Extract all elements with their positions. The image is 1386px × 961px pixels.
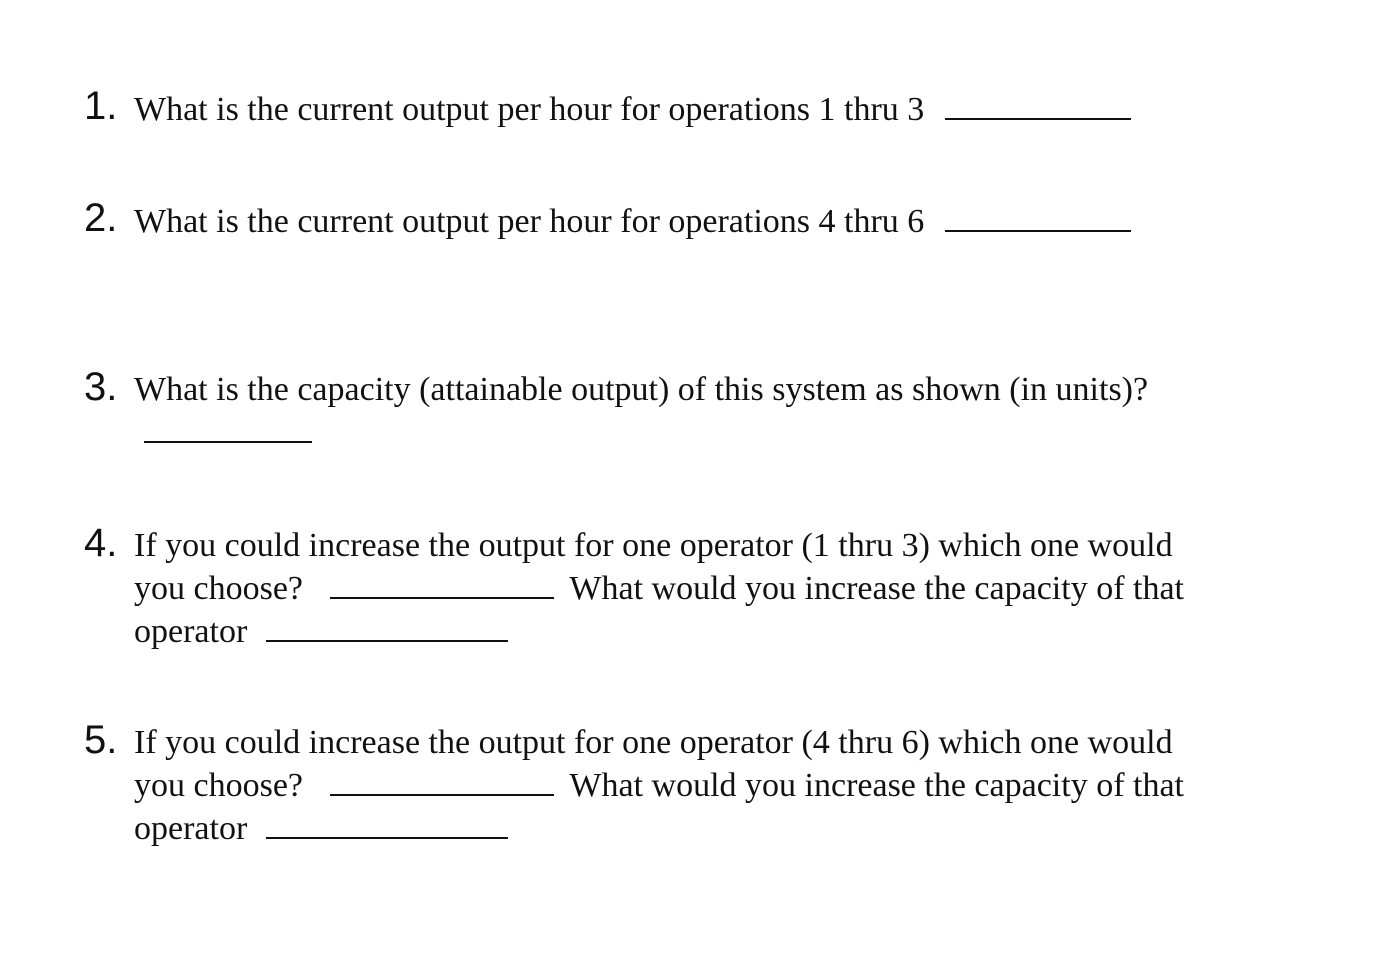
- question-text-line-2: [134, 764, 1184, 807]
- capacity-blank[interactable]: [266, 807, 508, 839]
- increase-label: What would you increase the capacity of that: [569, 767, 1184, 804]
- question-text-row: [134, 88, 1131, 131]
- answer-blank[interactable]: [945, 88, 1131, 120]
- operator-choice-blank[interactable]: [330, 567, 554, 599]
- operator-label: operator: [134, 613, 248, 650]
- increase-label: What would you increase the capacity of that: [569, 570, 1184, 607]
- operator-choice-blank[interactable]: [330, 764, 554, 796]
- operator-label: operator: [134, 810, 248, 847]
- question-text-line-1: If you could increase the output for one operator (1 thru 3) which one would: [134, 527, 1173, 564]
- question-number: 3.: [84, 365, 118, 409]
- question-text-line-3: [134, 610, 1184, 653]
- question-text-row: [134, 369, 1148, 454]
- question-text-line-2: [134, 567, 1184, 610]
- question-text-line-1: If you could increase the output for one operator (4 thru 6) which one would: [134, 724, 1173, 761]
- question-text-line-3: [134, 807, 1184, 850]
- question-text-row: [134, 200, 1131, 243]
- answer-blank[interactable]: [144, 411, 312, 443]
- question-text: What is the current output per hour for operations 1 thru 3: [134, 91, 925, 128]
- answer-blank[interactable]: [945, 200, 1131, 232]
- answer-line: [134, 411, 1148, 454]
- question-text: What is the capacity (attainable output) of this system as shown (in units)?: [134, 371, 1149, 408]
- question-number: 2.: [84, 196, 118, 240]
- choose-label: you choose?: [134, 570, 304, 607]
- capacity-blank[interactable]: [266, 610, 508, 642]
- question-number: 1.: [84, 84, 118, 128]
- question-text-block: [134, 722, 1184, 850]
- choose-label: you choose?: [134, 767, 304, 804]
- question-text-block: [134, 525, 1184, 653]
- question-text: What is the current output per hour for operations 4 thru 6: [134, 203, 925, 240]
- question-number: 4.: [84, 521, 118, 565]
- question-number: 5.: [84, 718, 118, 762]
